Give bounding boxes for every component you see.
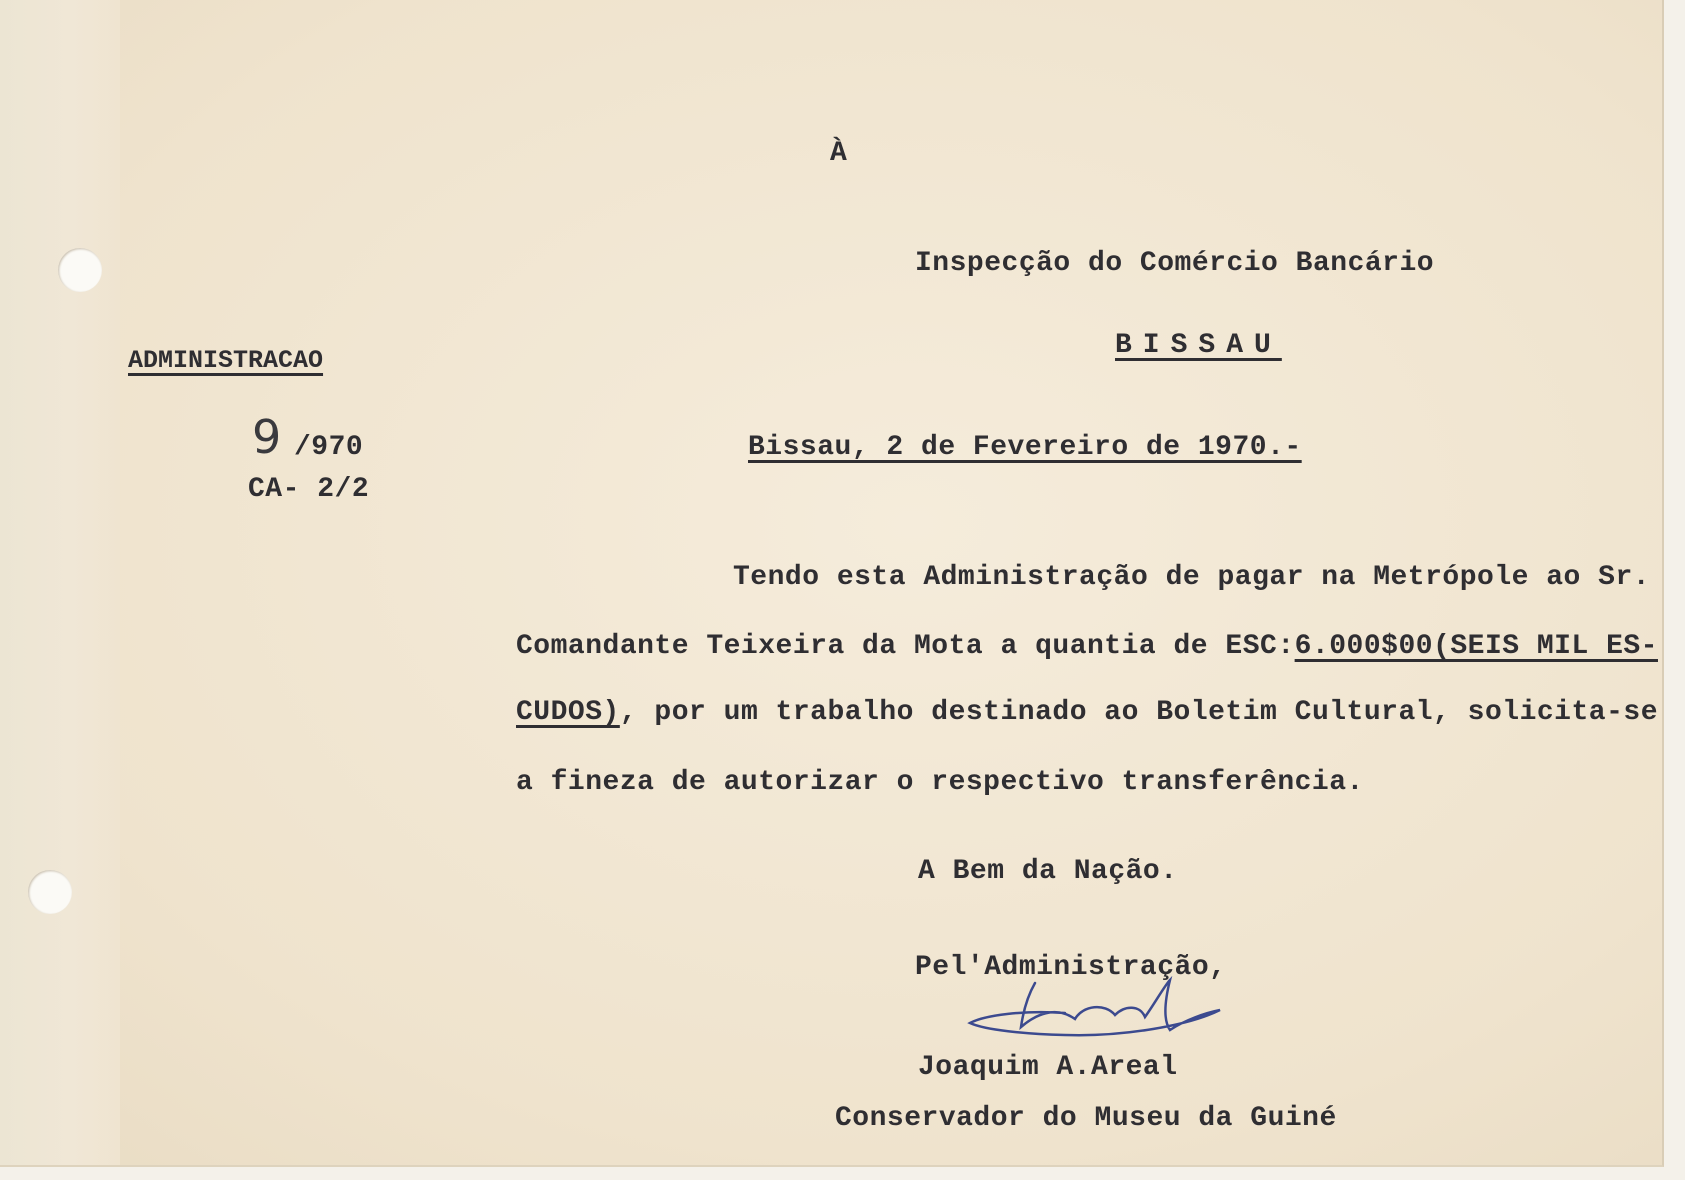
handwritten-signature (965, 975, 1230, 1045)
reference-code: CA- 2/2 (248, 474, 370, 505)
reference-year: /970 (294, 432, 364, 463)
body-line-3 (516, 697, 1658, 728)
body-line-2-text: Comandante Teixeira da Mota a quantia de ESC: (516, 631, 1295, 662)
signoff: Pel'Administração, (915, 952, 1227, 983)
punch-hole-bottom (28, 870, 72, 914)
body-line-2 (516, 631, 1658, 662)
recipient-name: Inspecção do Comércio Bancário (915, 248, 1435, 279)
amount: 6.000$00(SEIS MIL ES- (1294, 631, 1658, 662)
recipient-city: BISSAU (1115, 330, 1282, 361)
reference-handwritten-number: 9 (252, 410, 282, 464)
salutation-mark: À (830, 138, 848, 169)
sender-department: ADMINISTRACAO (128, 346, 324, 375)
body-line-4: a fineza de autorizar o respectivo transferência. (516, 767, 1364, 798)
body-line-3-text: , por um trabalho destinado ao Boletim Cultural, solicita-se (619, 697, 1658, 728)
amount-continued: CUDOS) (516, 697, 620, 728)
letter-date-text: Bissau, 2 de Fevereiro de 1970.- (748, 432, 1302, 463)
letter-date (748, 432, 1302, 463)
signatory-title: Conservador do Museu da Guiné (835, 1103, 1337, 1134)
closing-phrase: A Bem da Nação. (918, 856, 1178, 887)
body-line-1: Tendo esta Administração de pagar na Metrópole ao Sr. (733, 562, 1651, 593)
signatory-name: Joaquim A.Areal (918, 1052, 1178, 1083)
binding-margin (0, 0, 120, 1165)
punch-hole-top (58, 248, 102, 292)
